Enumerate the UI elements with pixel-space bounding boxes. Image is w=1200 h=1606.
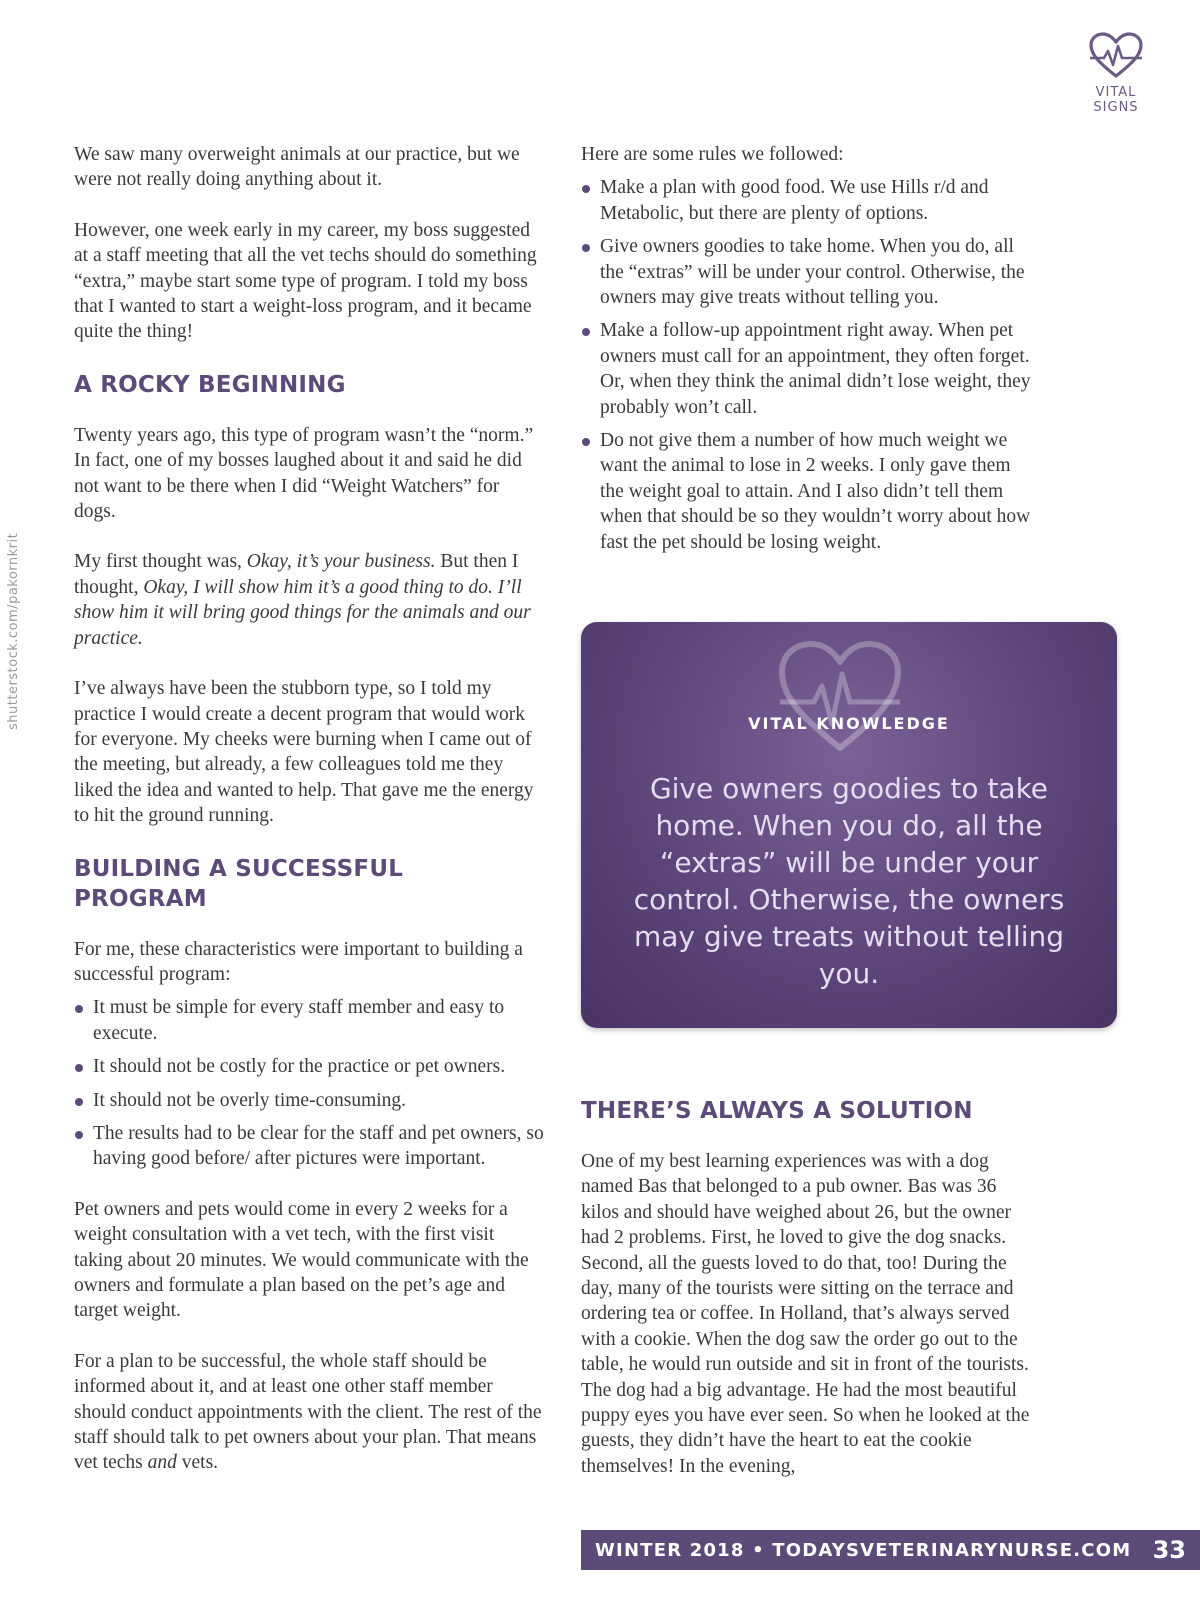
list-item	[581, 428, 1031, 555]
paragraph	[74, 1349, 544, 1476]
text-run: My first thought was,	[74, 551, 247, 573]
italic-text: and	[147, 1452, 177, 1474]
bullet-dot-icon	[582, 185, 590, 193]
text-run: For a plan to be successful, the whole staff should be informed about it, and at least one other staff member should conduct appointments with the client. The rest of the staff should talk to pet owners about your plan. That means vet techs	[74, 1350, 542, 1474]
paragraph	[74, 549, 544, 651]
vital-signs-logo	[1083, 32, 1149, 115]
list-item-text: Make a plan with good food. We use Hills r/d and Metabolic, but there are plenty of options.	[600, 177, 989, 224]
bullet-dot-icon	[582, 244, 590, 252]
paragraph: However, one week early in my career, my boss suggested at a staff meeting that all the vet techs should do something “extra,” maybe start some type of program. I told my boss that I wanted to start a weight-loss program, and it became quite the thing!	[74, 219, 537, 343]
list-item-text: It must be simple for every staff member and easy to execute.	[93, 997, 505, 1044]
footer-bar	[581, 1530, 1200, 1570]
italic-text: Okay, I will show him it’s a good thing to do. I’ll show him it will bring good things for the animals and our practice.	[74, 576, 531, 649]
list-item	[581, 175, 1031, 226]
list-item-text: It should not be overly time-consuming.	[93, 1089, 407, 1111]
list-item	[581, 318, 1031, 420]
text-run: vets.	[176, 1452, 219, 1474]
list-item	[74, 1088, 544, 1113]
paragraph: One of my best learning experiences was with a dog named Bas that belonged to a pub owner. Bas was 36 kilos and should have weighed about 26, but the owner had 2 problems. First, he loved to give the dog snacks. Second, all the guests loved to do that, too! During the day, many of the tourists were sitting on the terrace and ordering tea or coffee. In Holland, that’s always served with a cookie. When the dog saw the order go out to the table, he would run outside and sit in front of the tourists. The dog had a big advantage. He had the most beautiful puppy eyes you have ever seen. So when he looked at the guests, they didn’t have the heart to eat the cookie themselves! In the evening,	[581, 1151, 1030, 1477]
callout-title: VITAL KNOWLEDGE	[748, 714, 950, 733]
paragraph: Pet owners and pets would come in every 2 weeks for a weight consultation with a vet tech, with the first visit taking about 20 minutes. We would communicate with the owners and formulate a plan based on the pet’s age and target weight.	[74, 1198, 529, 1322]
heart-pulse-icon	[776, 638, 904, 756]
vital-knowledge-callout	[581, 622, 1117, 1028]
section-heading-always-a-solution: THERE’S ALWAYS A SOLUTION	[581, 1098, 973, 1124]
list-item	[74, 1054, 544, 1079]
bullet-dot-icon	[582, 438, 590, 446]
logo-text-line2: SIGNS	[1093, 100, 1139, 115]
heart-pulse-icon	[1088, 32, 1144, 80]
list-item-text: It should not be costly for the practice or pet owners.	[93, 1056, 506, 1078]
list-item	[74, 995, 544, 1046]
callout-quote: Give owners goodies to take home. When you do, all the “extras” will be under your control. Otherwise, the owners may give treats without telling you.	[633, 772, 1065, 990]
list-item	[581, 234, 1031, 310]
paragraph: I’ve always have been the stubborn type, so I told my practice I would create a decent program that would work for everyone. My cheeks were burning when I came out of the meeting, but already, a few colleagues told me they liked the idea and wanted to help. That gave me the energy to hit the ground running.	[74, 678, 534, 827]
section-heading-building-program: BUILDING A SUCCESSFUL PROGRAM	[74, 855, 404, 912]
paragraph: We saw many overweight animals at our practice, but we were not really doing anything about it.	[74, 144, 520, 191]
characteristics-list	[74, 995, 544, 1171]
bullet-dot-icon	[582, 328, 590, 336]
bullet-dot-icon	[75, 1005, 83, 1013]
paragraph: Twenty years ago, this type of program wasn’t the “norm.” In fact, one of my bosses laughed about it and said he did not want to be there when I did “Weight Watchers” for dogs.	[74, 424, 534, 523]
photo-credit: shutterstock.com/pakornkrit	[6, 532, 21, 730]
section-heading-rocky-beginning: A ROCKY BEGINNING	[74, 371, 346, 398]
footer-issue-url: WINTER 2018 • TODAYSVETERINARYNURSE.COM	[595, 1540, 1132, 1561]
list-item	[74, 1121, 544, 1172]
bullet-dot-icon	[75, 1131, 83, 1139]
list-item-text: Do not give them a number of how much weight we want the animal to lose in 2 weeks. I only gave them the weight goal to attain. And I also didn’t tell them when that should be so they wouldn’t worry about how fast the pet should be losing weight.	[600, 430, 1031, 553]
list-item-text: The results had to be clear for the staff and pet owners, so having good before/ after pictures were important.	[93, 1122, 544, 1170]
left-column	[74, 142, 544, 1501]
logo-text-line1: VITAL	[1095, 85, 1137, 100]
page-number: 33	[1152, 1536, 1186, 1564]
paragraph: Here are some rules we followed:	[581, 144, 844, 165]
paragraph: For me, these characteristics were important to building a successful program:	[74, 938, 523, 985]
right-column-lower	[581, 1096, 1031, 1504]
rules-list	[581, 175, 1031, 555]
list-item-text: Make a follow-up appointment right away. When pet owners must call for an appointment, they often forget. Or, when they think the animal didn’t lose weight, they probably won’t call.	[600, 320, 1031, 418]
italic-text: Okay, it’s your business.	[246, 551, 436, 573]
list-item-text: Give owners goodies to take home. When you do, all the “extras” will be under your control. Otherwise, the owners may give treats without telling you.	[600, 236, 1025, 309]
right-column	[581, 142, 1031, 580]
bullet-dot-icon	[75, 1098, 83, 1106]
bullet-dot-icon	[75, 1064, 83, 1072]
text-run: But then I thought,	[74, 551, 519, 598]
